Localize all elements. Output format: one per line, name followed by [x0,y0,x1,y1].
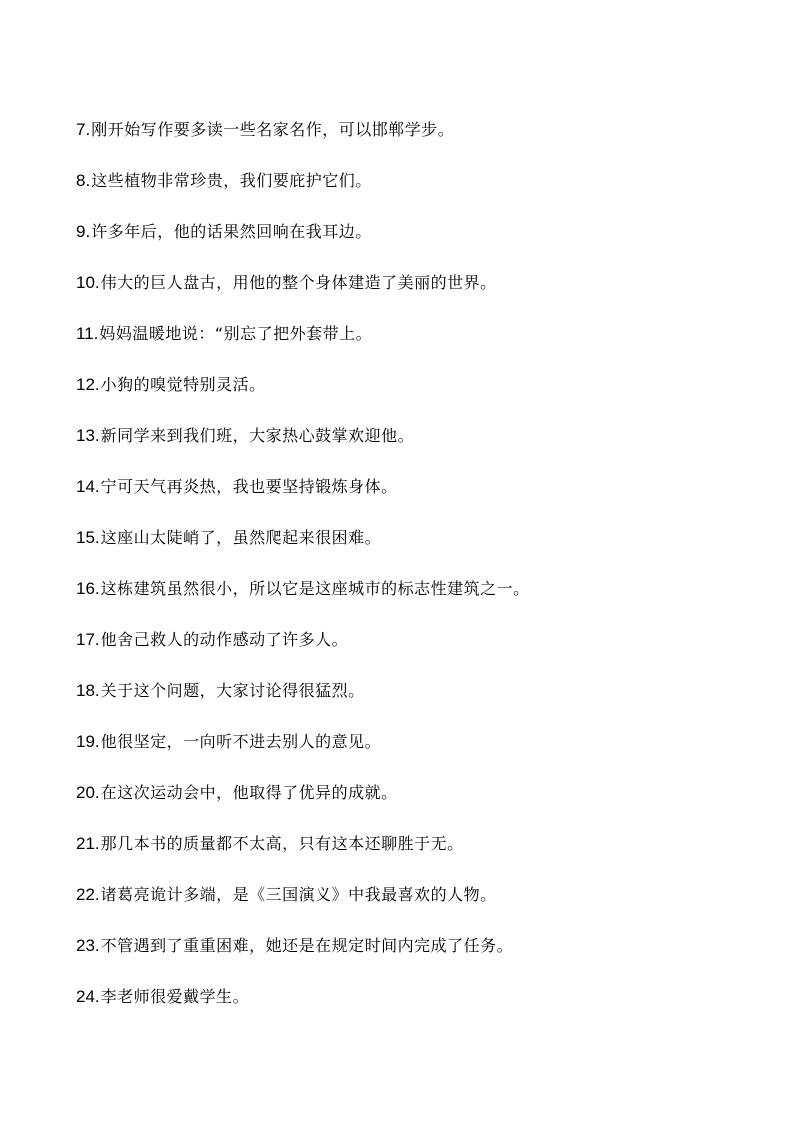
item-number: 11. [76,324,99,343]
list-item [76,218,756,269]
item-text: 诸葛亮诡计多端，是《三国演义》中我最喜欢的人物。 [100,885,497,904]
item-text: 这栋建筑虽然很小，所以它是这座城市的标志性建筑之一。 [100,579,530,598]
item-number: 13. [76,426,100,445]
item-number: 17. [76,630,100,649]
sentence-list [76,116,756,1034]
item-number: 14. [76,477,100,496]
list-item [76,677,756,728]
item-number: 7. [76,120,91,139]
list-item [76,983,756,1034]
list-item [76,371,756,422]
item-number: 18. [76,681,100,700]
item-text: 关于这个问题，大家讨论得很猛烈。 [100,681,365,700]
item-text: 妈妈温暖地说：“别忘了把外套带上。 [99,324,373,343]
item-number: 16. [76,579,100,598]
list-item [76,524,756,575]
item-number: 21. [76,834,100,853]
item-text: 这座山太陡峭了，虽然爬起来很困难。 [100,528,382,547]
item-text: 不管遇到了重重困难，她还是在规定时间内完成了任务。 [100,936,514,955]
list-item [76,728,756,779]
list-item [76,422,756,473]
list-item [76,320,756,371]
item-number: 24. [76,987,100,1006]
list-item [76,932,756,983]
list-item [76,626,756,677]
item-text: 新同学来到我们班，大家热心鼓掌欢迎他。 [100,426,415,445]
item-text: 李老师很爱戴学生。 [100,987,250,1006]
item-number: 19. [76,732,100,751]
item-number: 22. [76,885,100,904]
item-number: 10. [76,273,100,292]
item-text: 伟大的巨人盘古，用他的整个身体建造了美丽的世界。 [100,273,497,292]
item-number: 20. [76,783,100,802]
item-text: 许多年后，他的话果然回响在我耳边。 [91,222,372,241]
item-text: 小狗的嗅觉特别灵活。 [100,375,266,394]
list-item [76,167,756,218]
item-text: 他舍己救人的动作感动了许多人。 [100,630,349,649]
item-number: 8. [76,171,91,190]
item-number: 12. [76,375,100,394]
item-text: 这些植物非常珍贵，我们要庇护它们。 [91,171,372,190]
list-item [76,269,756,320]
item-text: 刚开始写作要多读一些名家名作，可以邯郸学步。 [91,120,455,139]
item-text: 那几本书的质量都不太高，只有这本还聊胜于无。 [100,834,464,853]
item-text: 在这次运动会中，他取得了优异的成就。 [100,783,398,802]
list-item [76,473,756,524]
list-item [76,881,756,932]
list-item [76,830,756,881]
list-item [76,575,756,626]
list-item [76,779,756,830]
item-text: 他很坚定，一向听不进去别人的意见。 [100,732,382,751]
item-text: 宁可天气再炎热，我也要坚持锻炼身体。 [100,477,398,496]
list-item [76,116,756,167]
item-number: 9. [76,222,91,241]
item-number: 15. [76,528,100,547]
item-number: 23. [76,936,100,955]
